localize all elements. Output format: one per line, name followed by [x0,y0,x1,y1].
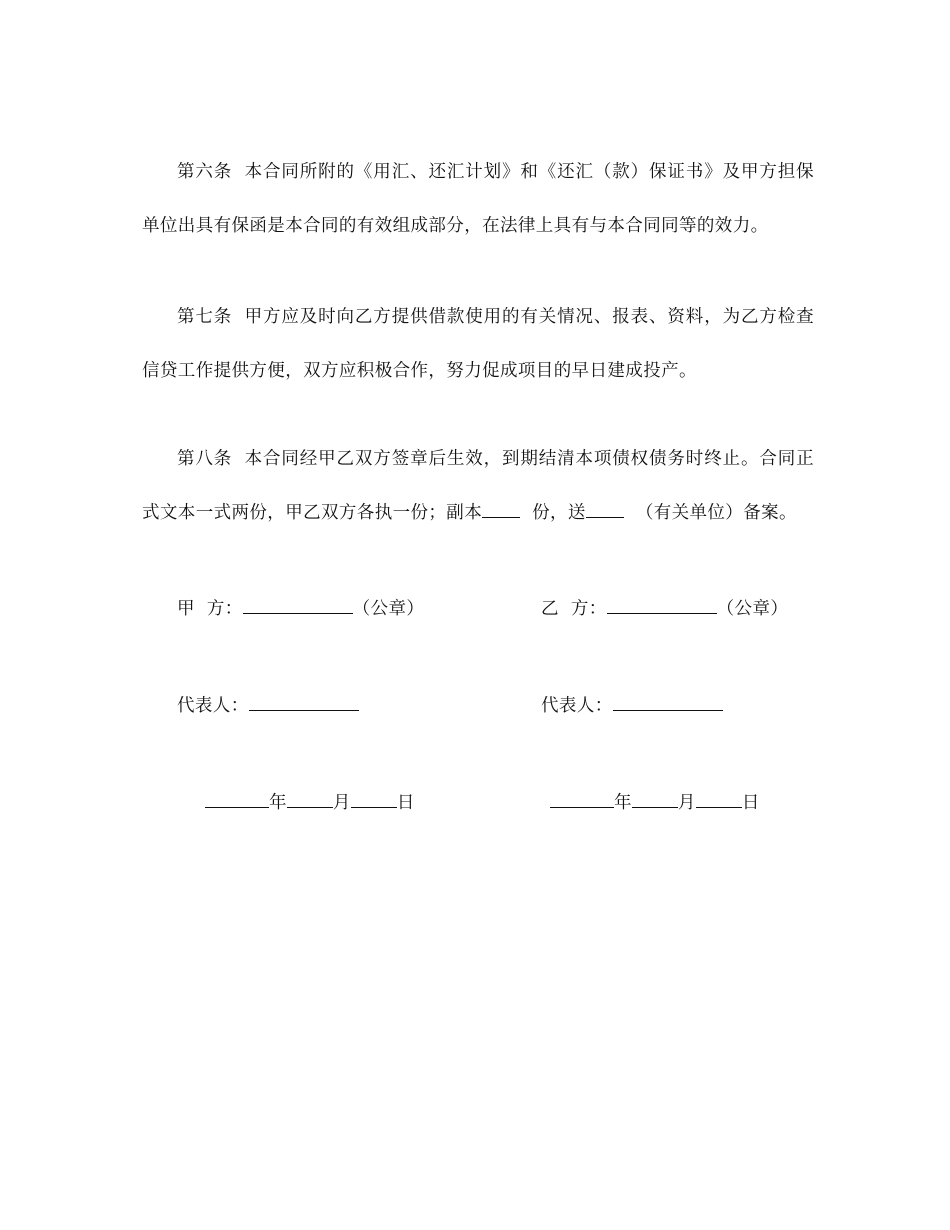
party-a-seal: （公章） [352,599,425,619]
party-b-rep-label: 代表人： [541,696,613,716]
article-8-label: 第八条 [177,449,233,469]
party-a-month-field[interactable] [287,789,333,808]
party-a-label: 甲 方： [177,599,243,619]
party-a-day-label: 日 [396,793,415,813]
party-b-rep-line [541,692,723,718]
party-b-day-field[interactable] [696,789,742,808]
article-7 [142,290,814,398]
party-a-month-label: 月 [332,793,351,813]
party-b-year-field[interactable] [550,789,614,808]
party-a-year-field[interactable] [205,789,269,808]
party-a-rep-line [177,692,359,718]
party-b-year-label: 年 [614,793,632,813]
party-b-rep-field[interactable] [613,692,723,711]
article-8-text-end: （有关单位）备案。 [635,503,797,523]
article-8-text-before: 本合同经甲乙双方签章后生效，到期结清本项债权债务时终止。合同正式文本一式两份，甲乙双方各执一份；副本 [142,449,814,523]
party-b-date-line [550,789,760,815]
party-a-day-field[interactable] [351,789,397,808]
article-8 [142,432,814,540]
article-8-text-mid: 份，送 [532,503,586,523]
party-b-month-field[interactable] [632,789,678,808]
party-b-name-field[interactable] [607,595,717,614]
party-b-label: 乙 方： [541,599,607,619]
party-a-line [177,595,424,621]
article-6-text: 本合同所附的《用汇、还汇计划》和《还汇（款）保证书》及甲方担保单位出具有保函是本合同的有效组成部分，在法律上具有与本合同同等的效力。 [142,162,814,236]
article-6-label: 第六条 [177,162,233,182]
party-b-month-label: 月 [677,793,696,813]
party-b-seal: （公章） [716,599,789,619]
party-a-rep-field[interactable] [249,692,359,711]
party-a-date-line [205,789,415,815]
party-a-rep-label: 代表人： [177,696,249,716]
party-a-name-field[interactable] [243,595,353,614]
copies-count-field[interactable] [482,499,520,518]
party-a-year-label: 年 [269,793,287,813]
article-6 [142,145,814,253]
party-b-line [541,595,788,621]
article-7-label: 第七条 [177,307,233,327]
article-7-text: 甲方应及时向乙方提供借款使用的有关情况、报表、资料，为乙方检查信贷工作提供方便，双方应积极合作，努力促成项目的早日建成投产。 [142,307,814,381]
party-b-day-label: 日 [741,793,760,813]
send-to-field[interactable] [586,499,624,518]
